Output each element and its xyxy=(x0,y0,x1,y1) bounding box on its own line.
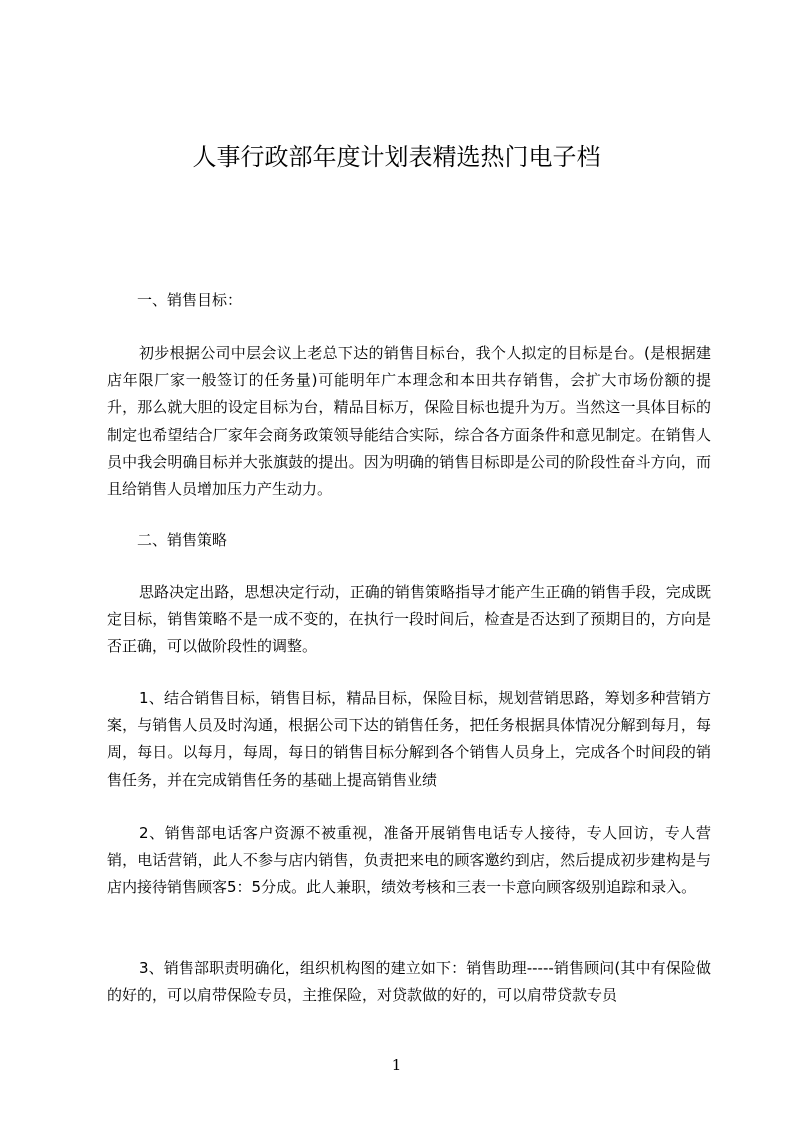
section-heading-sales-strategy: 二、销售策略 xyxy=(137,531,228,549)
paragraph-strategy-item-1: 1、结合销售目标，销售目标，精品目标，保险目标，规划营销思路，筹划多种营销方案，与销售人员及时沟通，根据公司下达的销售任务，把任务根据具体情况分解到每月，每周，每日。以每月，每周，每日的销售目标分解到各个销售人员身上，完成各个时间段的销售任务，并在完成销售任务的基础上提高销售业绩 xyxy=(107,689,711,789)
paragraph-strategy-intro: 思路决定出路，思想决定行动，正确的销售策略指导才能产生正确的销售手段，完成既定目标，销售策略不是一成不变的，在执行一段时间后，检查是否达到了预期目的，方向是否正确，可以做阶段性的调整。 xyxy=(107,583,711,656)
document-title: 人事行政部年度计划表精选热门电子档 xyxy=(192,143,601,171)
paragraph-strategy-item-3: 3、销售部职责明确化，组织机构图的建立如下：销售助理-----销售顾问(其中有保险做的好的，可以肩带保险专员，主推保险，对贷款做的好的，可以肩带贷款专员 xyxy=(107,959,711,1005)
paragraph-strategy-item-2: 2、销售部电话客户资源不被重视，准备开展销售电话专人接待，专人回访，专人营销，电话营销，此人不参与店内销售，负责把来电的顾客邀约到店，然后提成初步建构是与店内接待销售顾客5：5分成。此人兼职，绩效考核和三表一卡意向顾客级别追踪和录入。 xyxy=(107,824,711,897)
page-number: 1 xyxy=(391,1056,402,1074)
section-heading-sales-target: 一、销售目标： xyxy=(137,291,243,309)
paragraph-sales-target: 初步根据公司中层会议上老总下达的销售目标台，我个人拟定的目标是台。(是根据建店年限厂家一般签订的任务量)可能明年广本理念和本田共存销售，会扩大市场份额的提升，那么就大胆的设定目标为台，精品目标万，保险目标也提升为万。当然这一具体目标的制定也希望结合厂家年会商务政策领导能结合实际，综合各方面条件和意见制定。在销售人员中我会明确目标并大张旗鼓的提出。因为明确的销售目标即是公司的阶段性奋斗方向，而且给销售人员增加压力产生动力。 xyxy=(107,344,711,499)
